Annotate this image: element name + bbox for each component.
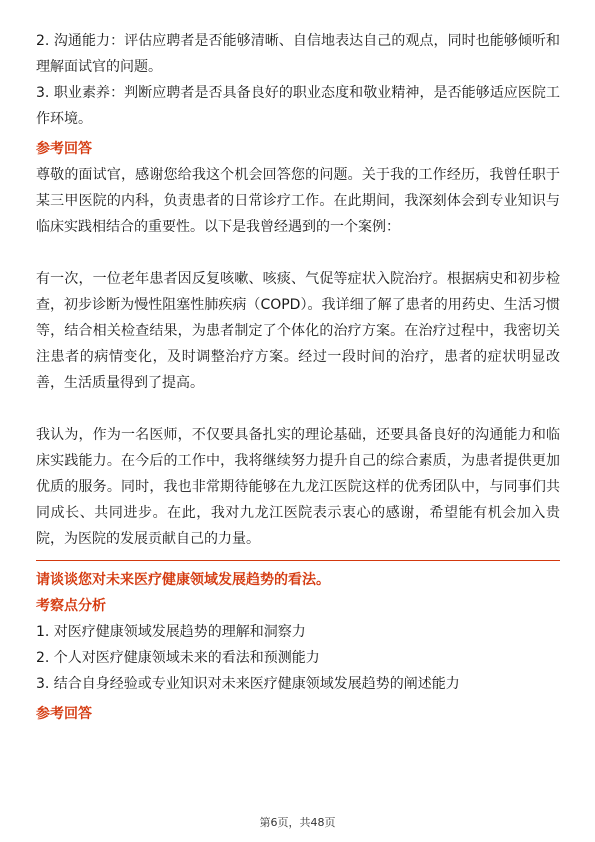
answer-paragraph-3: 我认为，作为一名医师，不仅要具备扎实的理论基础，还要具备良好的沟通能力和临床实践能力。在今后的工作中，我将继续努力提升自己的综合素质，为患者提供更加优质的服务。同时，我也非常期待能够在九龙江医院这样的优秀团队中，与同事们共同成长、共同进步。在此，我对九龙江医院表示衷心的感谢，希望能有机会加入贵院，为医院的发展贡献自己的力量。 xyxy=(36,427,560,547)
page-footer: 第6页，共48页 xyxy=(259,816,336,829)
criteria-item-2: 2. 沟通能力：评估应聘者是否能够清晰、自信地表达自己的观点，同时也能够倾听和理解面试官的问题。 xyxy=(36,33,560,75)
analysis-heading: 考察点分析 xyxy=(36,598,106,614)
section-divider xyxy=(36,560,560,561)
criteria-item-3: 3. 职业素养：判断应聘者是否具备良好的职业态度和敬业精神，是否能够适应医院工作环境。 xyxy=(36,85,560,127)
analysis-item-3: 3. 结合自身经验或专业知识对未来医疗健康领域发展趋势的阐述能力 xyxy=(36,676,460,692)
reference-answer-heading: 参考回答 xyxy=(36,141,92,157)
paragraph-spacer xyxy=(36,240,560,266)
analysis-item-1: 1. 对医疗健康领域发展趋势的理解和洞察力 xyxy=(36,624,306,640)
analysis-item-2: 2. 个人对医疗健康领域未来的看法和预测能力 xyxy=(36,650,320,666)
answer-paragraph-2: 有一次，一位老年患者因反复咳嗽、咳痰、气促等症状入院治疗。根据病史和初步检查，初步诊断为慢性阻塞性肺疾病（COPD）。我详细了解了患者的用药史、生活习惯等，结合相关检查结果，为患者制定了个体化的治疗方案。在治疗过程中，我密切关注患者的病情变化，及时调整治疗方案。经过一段时间的治疗，患者的症状明显改善，生活质量得到了提高。 xyxy=(36,271,560,391)
interview-question: 请谈谈您对未来医疗健康领域发展趋势的看法。 xyxy=(36,572,330,588)
paragraph-spacer xyxy=(36,396,560,422)
reference-answer-heading-2: 参考回答 xyxy=(36,706,92,722)
document-body xyxy=(36,28,560,727)
answer-paragraph-1: 尊敬的面试官，感谢您给我这个机会回答您的问题。关于我的工作经历，我曾任职于某三甲医院的内科，负责患者的日常诊疗工作。在此期间，我深刻体会到专业知识与临床实践相结合的重要性。以下是我曾经遇到的一个案例： xyxy=(36,167,560,235)
